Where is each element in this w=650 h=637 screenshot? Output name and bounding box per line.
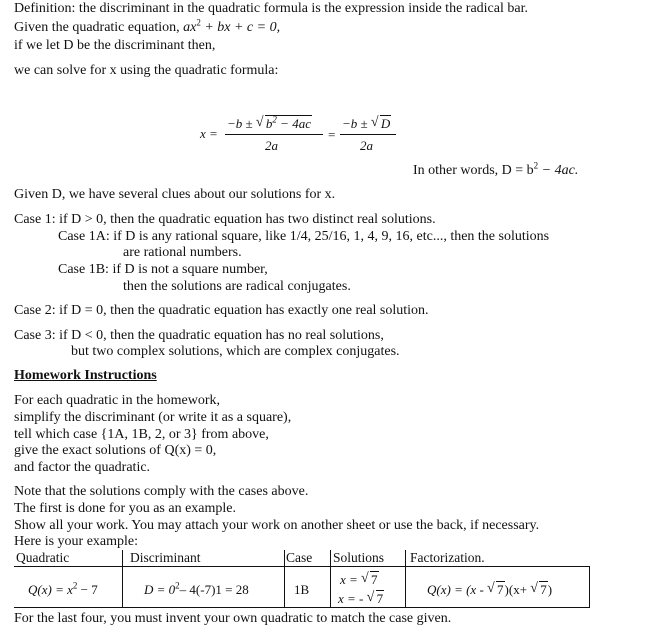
header-case: Case: [286, 550, 313, 565]
fraction-bar-1: [225, 134, 323, 135]
example-table: [14, 550, 590, 608]
header-quadratic: Quadratic: [16, 550, 70, 565]
note-line: The first is done for you as an example.: [14, 501, 236, 516]
solve-line: we can solve for x using the quadratic formula:: [14, 63, 279, 78]
header-factorization: Factorization.: [410, 550, 485, 565]
case-1: Case 1: if D > 0, then the quadratic equation has two distinct real solutions.: [14, 212, 436, 227]
header-solutions: Solutions: [333, 550, 385, 565]
case-1b: Case 1B: if D is not a square number,: [58, 262, 268, 277]
case-1b-cont: then the solutions are radical conjugates.: [123, 279, 351, 294]
note-line: Show all your work. You may attach your work on another sheet or use the back, if necessary.: [14, 518, 540, 533]
in-other-words: In other words, $D = b^2 - 4ac$.: [413, 160, 579, 178]
example-solution-1: x = √ 7: [340, 572, 379, 588]
header-discriminant: Discriminant: [130, 550, 201, 565]
case-2: Case 2: if D = 0, then the quadratic equation has exactly one real solution.: [14, 303, 429, 318]
homework-line: give the exact solutions of Q(x) = 0,: [14, 443, 217, 458]
note-line: Note that the solutions comply with the cases above.: [14, 484, 309, 499]
example-quadratic: $Q(x) = x^2 - 7$: [28, 580, 98, 597]
homework-line: For each quadratic in the homework,: [14, 393, 221, 408]
formula-numerator-2: −b ± √ D: [342, 116, 391, 132]
given-equation-line: Given the quadratic equation, $ax^2$ + bx + c = 0,: [14, 17, 281, 35]
formula-numerator-1: −b ± √ $b^2 - 4ac$: [227, 116, 312, 132]
worksheet-page: Definition: the discriminant in the quadratic formula is the expression inside the radical bar. Given the quadratic equation, $ax^2$ + bx + c = 0, if we let D be the discriminant then, we can solve for x using the quadratic formula: x = −b ± √ $b^2 - 4ac$ 2a = −b ± √ D 2a In other words, $D = b^2 - 4ac$. Given D, we have several clues about our solutions for x. Case 1: if D > 0, then the quadratic equation has two distinct real solutions. Case 1A: if D is any rational square, like 1/4, 25/16, 1, 4, 9, 16, etc..., then the solutions are rational numbers. Case 1B: if D is not a square number, then the solutions are radical conjugates. Case 2: if D = 0, then the quadratic equation has exactly one real solution. Case 3: if D < 0, then the quadratic equation has no real solutions, but two complex solutions, which are complex conjugates. Homework Instructions For each quadratic in the homework, simplify the discriminant (or write it as a square), tell which case {1A, 1B, 2, or 3} from above, give the exact solutions of Q(x) = 0, and factor the quadratic. Note that the solutions comply with the cases above. The first is done for you as an example. Show all your work. You may attach your work on another sheet or use the back, if necessary. Here is your example: Quadratic Discriminant Case Solutions Factorization. $Q(x) = x^2 - 7$ $D = 0^2-$ 4(-7)1 = 28 1B x = √ 7 x = - √ 7 Q(x) = (x - √ 7)(x+ √ 7) For the last four, you must invent your own quadratic to match the case given.: [0, 0, 650, 637]
example-case: 1B: [294, 582, 310, 597]
case-1a: Case 1A: if D is any rational square, like 1/4, 25/16, 1, 4, 9, 16, etc..., then the solutions: [58, 229, 550, 244]
let-d-line: if we let D be the discriminant then,: [14, 38, 216, 53]
homework-line: tell which case {1A, 1B, 2, or 3} from above,: [14, 427, 269, 442]
clues-line: Given D, we have several clues about our solutions for x.: [14, 187, 336, 202]
note-line: Here is your example:: [14, 534, 139, 549]
case-3: Case 3: if D < 0, then the quadratic equation has no real solutions,: [14, 328, 384, 343]
case-3-cont: but two complex solutions, which are complex conjugates.: [71, 344, 400, 359]
footer-line: For the last four, you must invent your own quadratic to match the case given.: [14, 611, 452, 626]
example-solution-2: x = - √ 7: [338, 591, 384, 607]
homework-line: and factor the quadratic.: [14, 460, 151, 475]
homework-title: Homework Instructions: [14, 368, 157, 383]
example-factorization: Q(x) = (x - √ 7)(x+ √ 7): [427, 582, 552, 598]
fraction-bar-2: [340, 134, 396, 135]
definition-line: Definition: the discriminant in the quadratic formula is the expression inside the radical bar.: [14, 1, 528, 16]
case-1a-cont: are rational numbers.: [123, 245, 242, 260]
example-discriminant: $D = 0^2-$ 4(-7)1 = 28: [144, 580, 249, 597]
homework-line: simplify the discriminant (or write it as a square),: [14, 410, 292, 425]
